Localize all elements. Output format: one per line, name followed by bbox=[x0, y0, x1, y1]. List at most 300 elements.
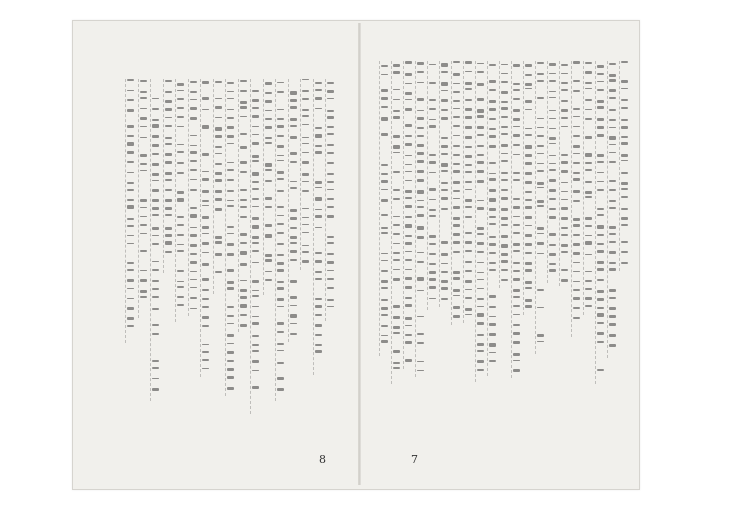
handwriting-stroke bbox=[465, 126, 472, 129]
handwriting-stroke bbox=[501, 269, 508, 271]
handwriting-stroke bbox=[441, 82, 448, 85]
handwriting-stroke bbox=[561, 126, 568, 127]
handwriting-stroke bbox=[265, 234, 272, 237]
handwriting-stroke bbox=[240, 233, 247, 236]
handwriting-stroke bbox=[127, 189, 134, 191]
handwriting-stroke bbox=[252, 126, 259, 127]
handwriting-stroke bbox=[513, 144, 520, 146]
handwriting-stroke bbox=[477, 288, 484, 289]
handwriting-stroke bbox=[177, 90, 184, 91]
handwriting-stroke bbox=[549, 244, 556, 246]
handwriting-stroke bbox=[405, 205, 412, 208]
handwriting-stroke bbox=[165, 189, 172, 190]
handwriting-stroke bbox=[152, 135, 159, 138]
handwriting-stroke bbox=[405, 259, 412, 261]
handwriting-stroke bbox=[277, 82, 284, 84]
handwriting-stroke bbox=[621, 61, 628, 62]
handwriting-stroke bbox=[140, 163, 147, 165]
handwriting-stroke bbox=[302, 208, 309, 209]
handwriting-stroke bbox=[265, 197, 272, 200]
handwriting-stroke bbox=[190, 244, 197, 246]
handwriting-stroke bbox=[621, 99, 628, 101]
handwriting-stroke bbox=[621, 196, 628, 198]
handwriting-stroke bbox=[549, 63, 556, 66]
handwriting-stroke bbox=[405, 155, 412, 157]
handwriting-stroke bbox=[252, 134, 259, 136]
text-column bbox=[163, 79, 173, 273]
handwriting-stroke bbox=[561, 109, 568, 112]
handwriting-stroke bbox=[537, 127, 544, 128]
handwriting-stroke bbox=[477, 272, 484, 274]
handwriting-stroke bbox=[277, 269, 284, 272]
handwriting-stroke bbox=[315, 187, 322, 188]
handwriting-stroke bbox=[315, 305, 322, 308]
handwriting-stroke bbox=[477, 360, 484, 362]
handwriting-stroke bbox=[190, 308, 197, 310]
handwriting-stroke bbox=[152, 388, 159, 391]
handwriting-stroke bbox=[441, 263, 448, 264]
handwriting-stroke bbox=[127, 161, 134, 163]
handwriting-stroke bbox=[315, 127, 322, 130]
page-number-right: 7 bbox=[411, 453, 418, 466]
handwriting-stroke bbox=[477, 233, 484, 234]
handwriting-stroke bbox=[597, 73, 604, 75]
handwriting-stroke bbox=[477, 180, 484, 183]
handwriting-stroke bbox=[597, 181, 604, 183]
handwriting-stroke bbox=[190, 207, 197, 210]
handwriting-stroke bbox=[140, 279, 147, 282]
handwriting-stroke bbox=[417, 361, 424, 362]
handwriting-stroke bbox=[549, 118, 556, 119]
handwriting-stroke bbox=[621, 251, 628, 253]
handwriting-stroke bbox=[537, 135, 544, 137]
handwriting-stroke bbox=[561, 244, 568, 247]
handwriting-stroke bbox=[489, 64, 496, 67]
handwriting-stroke bbox=[315, 334, 322, 336]
handwriting-stroke bbox=[465, 280, 472, 283]
handwriting-stroke bbox=[215, 179, 222, 182]
handwriting-stroke bbox=[585, 181, 592, 183]
handwriting-stroke bbox=[190, 287, 197, 288]
handwriting-stroke bbox=[302, 251, 309, 253]
handwriting-stroke bbox=[549, 143, 556, 145]
handwriting-stroke bbox=[327, 299, 334, 302]
handwriting-stroke bbox=[513, 296, 520, 298]
handwriting-stroke bbox=[609, 152, 616, 153]
handwriting-stroke bbox=[585, 225, 592, 227]
handwriting-stroke bbox=[152, 199, 159, 202]
handwriting-stroke bbox=[453, 315, 460, 318]
handwriting-stroke bbox=[215, 146, 222, 148]
text-column bbox=[263, 79, 273, 295]
text-column bbox=[403, 61, 413, 369]
handwriting-stroke bbox=[240, 304, 247, 307]
handwriting-stroke bbox=[327, 261, 334, 263]
handwriting-stroke bbox=[453, 233, 460, 236]
handwriting-stroke bbox=[513, 278, 520, 281]
handwriting-stroke bbox=[327, 181, 334, 183]
handwriting-stroke bbox=[215, 153, 222, 154]
handwriting-stroke bbox=[405, 317, 412, 320]
handwriting-stroke bbox=[417, 190, 424, 193]
handwriting-stroke bbox=[597, 332, 604, 335]
handwriting-stroke bbox=[477, 369, 484, 371]
handwriting-stroke bbox=[465, 297, 472, 299]
handwriting-stroke bbox=[277, 206, 284, 208]
handwriting-stroke bbox=[240, 289, 247, 292]
handwriting-stroke bbox=[165, 241, 172, 244]
handwriting-stroke bbox=[465, 314, 472, 315]
handwriting-stroke bbox=[177, 83, 184, 86]
handwriting-stroke bbox=[441, 287, 448, 290]
handwriting-stroke bbox=[152, 288, 159, 290]
handwriting-stroke bbox=[393, 145, 400, 148]
handwriting-stroke bbox=[465, 250, 472, 251]
handwriting-stroke bbox=[127, 298, 134, 299]
handwriting-stroke bbox=[177, 116, 184, 118]
handwriting-stroke bbox=[525, 216, 532, 219]
handwriting-stroke bbox=[215, 106, 222, 108]
handwriting-stroke bbox=[127, 218, 134, 220]
handwriting-stroke bbox=[327, 215, 334, 218]
handwriting-stroke bbox=[315, 271, 322, 273]
handwriting-stroke bbox=[140, 233, 147, 234]
handwriting-stroke bbox=[227, 109, 234, 110]
handwriting-stroke bbox=[215, 253, 222, 256]
text-column bbox=[138, 79, 148, 318]
handwriting-stroke bbox=[177, 286, 184, 287]
handwriting-stroke bbox=[477, 98, 484, 101]
handwriting-stroke bbox=[215, 135, 222, 138]
handwriting-stroke bbox=[453, 163, 460, 165]
handwriting-stroke bbox=[609, 297, 616, 299]
handwriting-stroke bbox=[501, 116, 508, 118]
handwriting-stroke bbox=[315, 89, 322, 91]
handwriting-stroke bbox=[290, 314, 297, 317]
handwriting-stroke bbox=[177, 162, 184, 165]
text-column bbox=[571, 61, 581, 337]
handwriting-stroke bbox=[537, 200, 544, 203]
handwriting-stroke bbox=[277, 287, 284, 290]
handwriting-stroke bbox=[609, 251, 616, 254]
handwriting-stroke bbox=[489, 208, 496, 211]
handwriting-stroke bbox=[252, 172, 259, 175]
handwriting-stroke bbox=[465, 61, 472, 64]
handwriting-stroke bbox=[429, 298, 436, 300]
handwriting-stroke bbox=[277, 145, 284, 147]
handwriting-stroke bbox=[525, 225, 532, 227]
handwriting-stroke bbox=[315, 181, 322, 184]
handwriting-stroke bbox=[215, 190, 222, 193]
handwriting-stroke bbox=[621, 262, 628, 264]
handwriting-stroke bbox=[165, 234, 172, 237]
handwriting-stroke bbox=[290, 259, 297, 261]
handwriting-stroke bbox=[202, 359, 209, 361]
handwriting-stroke bbox=[465, 206, 472, 207]
handwriting-stroke bbox=[290, 106, 297, 109]
handwriting-stroke bbox=[302, 109, 309, 112]
handwriting-stroke bbox=[489, 216, 496, 218]
handwriting-stroke bbox=[429, 82, 436, 84]
handwriting-stroke bbox=[381, 214, 388, 216]
handwriting-stroke bbox=[477, 115, 484, 118]
handwriting-stroke bbox=[441, 280, 448, 283]
handwriting-stroke bbox=[585, 71, 592, 74]
handwriting-stroke bbox=[621, 172, 628, 174]
handwriting-stroke bbox=[127, 225, 134, 227]
handwriting-stroke bbox=[561, 279, 568, 282]
handwriting-stroke bbox=[381, 189, 388, 191]
handwriting-stroke bbox=[227, 143, 234, 144]
handwriting-stroke bbox=[177, 304, 184, 306]
handwriting-stroke bbox=[573, 297, 580, 300]
handwriting-stroke bbox=[393, 259, 400, 261]
handwriting-stroke bbox=[525, 243, 532, 246]
handwriting-stroke bbox=[290, 280, 297, 282]
handwriting-stroke bbox=[202, 278, 209, 281]
handwriting-stroke bbox=[215, 208, 222, 211]
handwriting-stroke bbox=[477, 83, 484, 86]
handwriting-stroke bbox=[609, 89, 616, 92]
handwriting-stroke bbox=[609, 189, 616, 191]
handwriting-stroke bbox=[265, 180, 272, 181]
handwriting-stroke bbox=[290, 125, 297, 127]
handwriting-stroke bbox=[537, 145, 544, 148]
handwriting-stroke bbox=[609, 262, 616, 264]
handwriting-stroke bbox=[381, 270, 388, 272]
handwriting-stroke bbox=[477, 322, 484, 324]
handwriting-stroke bbox=[177, 244, 184, 245]
handwriting-stroke bbox=[315, 344, 322, 346]
handwriting-stroke bbox=[315, 82, 322, 84]
handwriting-stroke bbox=[190, 227, 197, 229]
handwriting-stroke bbox=[453, 83, 460, 84]
handwriting-stroke bbox=[573, 200, 580, 202]
handwriting-stroke bbox=[277, 343, 284, 345]
handwriting-stroke bbox=[165, 108, 172, 111]
handwriting-stroke bbox=[190, 160, 197, 162]
handwriting-stroke bbox=[152, 243, 159, 245]
handwriting-stroke bbox=[227, 269, 234, 272]
handwriting-stroke bbox=[597, 100, 604, 103]
handwriting-stroke bbox=[513, 360, 520, 361]
handwriting-stroke bbox=[609, 323, 616, 326]
handwriting-stroke bbox=[381, 280, 388, 283]
handwriting-stroke bbox=[513, 232, 520, 234]
handwriting-stroke bbox=[165, 80, 172, 82]
handwriting-stroke bbox=[501, 73, 508, 74]
handwriting-stroke bbox=[393, 99, 400, 100]
text-column bbox=[427, 61, 437, 310]
handwriting-stroke bbox=[477, 227, 484, 230]
handwriting-stroke bbox=[585, 162, 592, 164]
handwriting-stroke bbox=[561, 73, 568, 74]
handwriting-stroke bbox=[265, 169, 272, 171]
handwriting-stroke bbox=[537, 233, 544, 235]
handwriting-stroke bbox=[127, 243, 134, 244]
handwriting-stroke bbox=[240, 251, 247, 254]
handwriting-stroke bbox=[393, 233, 400, 236]
handwriting-stroke bbox=[381, 335, 388, 336]
handwriting-stroke bbox=[537, 163, 544, 164]
handwriting-stroke bbox=[477, 161, 484, 163]
handwriting-stroke bbox=[393, 110, 400, 112]
handwriting-stroke bbox=[441, 182, 448, 184]
handwriting-stroke bbox=[513, 179, 520, 182]
text-column bbox=[583, 61, 593, 315]
handwriting-stroke bbox=[393, 198, 400, 200]
handwriting-stroke bbox=[501, 91, 508, 94]
handwriting-stroke bbox=[190, 169, 197, 171]
handwriting-stroke bbox=[315, 108, 322, 110]
handwriting-stroke bbox=[152, 280, 159, 282]
handwriting-stroke bbox=[215, 81, 222, 83]
handwriting-stroke bbox=[621, 182, 628, 185]
handwriting-stroke bbox=[453, 125, 460, 126]
handwriting-stroke bbox=[381, 232, 388, 234]
handwriting-stroke bbox=[585, 241, 592, 244]
handwriting-stroke bbox=[302, 143, 309, 144]
handwriting-stroke bbox=[537, 153, 544, 154]
handwriting-stroke bbox=[513, 154, 520, 155]
handwriting-stroke bbox=[302, 232, 309, 233]
handwriting-stroke bbox=[381, 97, 388, 100]
handwriting-stroke bbox=[227, 334, 234, 337]
handwriting-stroke bbox=[609, 241, 616, 242]
handwriting-stroke bbox=[573, 126, 580, 128]
handwriting-stroke bbox=[302, 190, 309, 191]
handwriting-stroke bbox=[585, 280, 592, 282]
handwriting-stroke bbox=[489, 360, 496, 362]
handwriting-stroke bbox=[405, 108, 412, 111]
handwriting-stroke bbox=[465, 136, 472, 139]
handwriting-stroke bbox=[537, 242, 544, 245]
handwriting-stroke bbox=[315, 215, 322, 218]
handwriting-stroke bbox=[561, 199, 568, 201]
handwriting-stroke bbox=[489, 100, 496, 103]
handwriting-stroke bbox=[477, 262, 484, 264]
handwriting-stroke bbox=[573, 243, 580, 245]
handwriting-stroke bbox=[549, 80, 556, 82]
handwriting-stroke bbox=[227, 233, 234, 234]
handwriting-stroke bbox=[277, 223, 284, 224]
handwriting-stroke bbox=[202, 368, 209, 369]
handwriting-stroke bbox=[597, 134, 604, 137]
handwriting-stroke bbox=[240, 199, 247, 201]
handwriting-stroke bbox=[227, 179, 234, 181]
handwriting-stroke bbox=[227, 169, 234, 171]
handwriting-stroke bbox=[465, 189, 472, 190]
handwriting-stroke bbox=[152, 324, 159, 326]
handwriting-stroke bbox=[489, 80, 496, 83]
handwriting-stroke bbox=[252, 386, 259, 389]
handwriting-stroke bbox=[393, 64, 400, 67]
handwriting-stroke bbox=[429, 154, 436, 156]
handwriting-stroke bbox=[315, 227, 322, 229]
handwriting-stroke bbox=[177, 198, 184, 201]
handwriting-stroke bbox=[525, 128, 532, 129]
handwriting-stroke bbox=[265, 137, 272, 139]
handwriting-stroke bbox=[265, 92, 272, 95]
handwriting-stroke bbox=[215, 271, 222, 272]
handwriting-stroke bbox=[381, 307, 388, 310]
handwriting-stroke bbox=[585, 271, 592, 272]
handwriting-stroke bbox=[202, 233, 209, 234]
handwriting-stroke bbox=[393, 189, 400, 191]
handwriting-stroke bbox=[240, 133, 247, 135]
handwriting-stroke bbox=[252, 316, 259, 317]
handwriting-stroke bbox=[453, 145, 460, 148]
handwriting-stroke bbox=[549, 198, 556, 199]
handwriting-stroke bbox=[177, 281, 184, 282]
handwriting-stroke bbox=[441, 253, 448, 256]
handwriting-stroke bbox=[441, 298, 448, 300]
handwriting-stroke bbox=[405, 92, 412, 95]
handwriting-stroke bbox=[573, 271, 580, 272]
handwriting-stroke bbox=[465, 71, 472, 72]
handwriting-stroke bbox=[227, 368, 234, 371]
handwriting-stroke bbox=[429, 243, 436, 245]
handwriting-stroke bbox=[290, 99, 297, 102]
handwriting-stroke bbox=[277, 232, 284, 233]
handwriting-stroke bbox=[585, 254, 592, 256]
handwriting-stroke bbox=[277, 281, 284, 283]
handwriting-stroke bbox=[477, 154, 484, 156]
handwriting-stroke bbox=[573, 224, 580, 227]
handwriting-stroke bbox=[393, 305, 400, 308]
handwriting-stroke bbox=[290, 250, 297, 253]
handwriting-stroke bbox=[152, 227, 159, 230]
handwriting-stroke bbox=[240, 171, 247, 173]
handwriting-stroke bbox=[441, 163, 448, 166]
handwriting-stroke bbox=[465, 99, 472, 101]
handwriting-stroke bbox=[573, 80, 580, 82]
handwriting-stroke bbox=[513, 224, 520, 226]
handwriting-stroke bbox=[227, 98, 234, 99]
handwriting-stroke bbox=[441, 137, 448, 139]
handwriting-stroke bbox=[277, 262, 284, 265]
handwriting-stroke bbox=[252, 115, 259, 118]
handwriting-stroke bbox=[537, 73, 544, 75]
handwriting-stroke bbox=[573, 190, 580, 193]
handwriting-stroke bbox=[302, 260, 309, 263]
handwriting-stroke bbox=[277, 388, 284, 391]
handwriting-stroke bbox=[277, 362, 284, 365]
handwriting-stroke bbox=[227, 117, 234, 118]
handwriting-stroke bbox=[561, 161, 568, 164]
handwriting-stroke bbox=[609, 233, 616, 235]
handwriting-stroke bbox=[393, 350, 400, 353]
manuscript-spread bbox=[72, 20, 640, 490]
handwriting-stroke bbox=[525, 299, 532, 302]
handwriting-stroke bbox=[417, 370, 424, 371]
handwriting-stroke bbox=[417, 290, 424, 292]
handwriting-stroke bbox=[489, 128, 496, 130]
handwriting-stroke bbox=[477, 71, 484, 73]
handwriting-stroke bbox=[597, 341, 604, 343]
handwriting-stroke bbox=[501, 144, 508, 147]
handwriting-stroke bbox=[525, 162, 532, 165]
handwriting-stroke bbox=[429, 64, 436, 65]
handwriting-stroke bbox=[302, 217, 309, 218]
handwriting-stroke bbox=[152, 308, 159, 310]
handwriting-stroke bbox=[597, 279, 604, 281]
handwriting-stroke bbox=[453, 108, 460, 109]
handwriting-stroke bbox=[165, 227, 172, 230]
handwriting-stroke bbox=[621, 136, 628, 137]
handwriting-stroke bbox=[597, 126, 604, 129]
handwriting-stroke bbox=[290, 181, 297, 182]
